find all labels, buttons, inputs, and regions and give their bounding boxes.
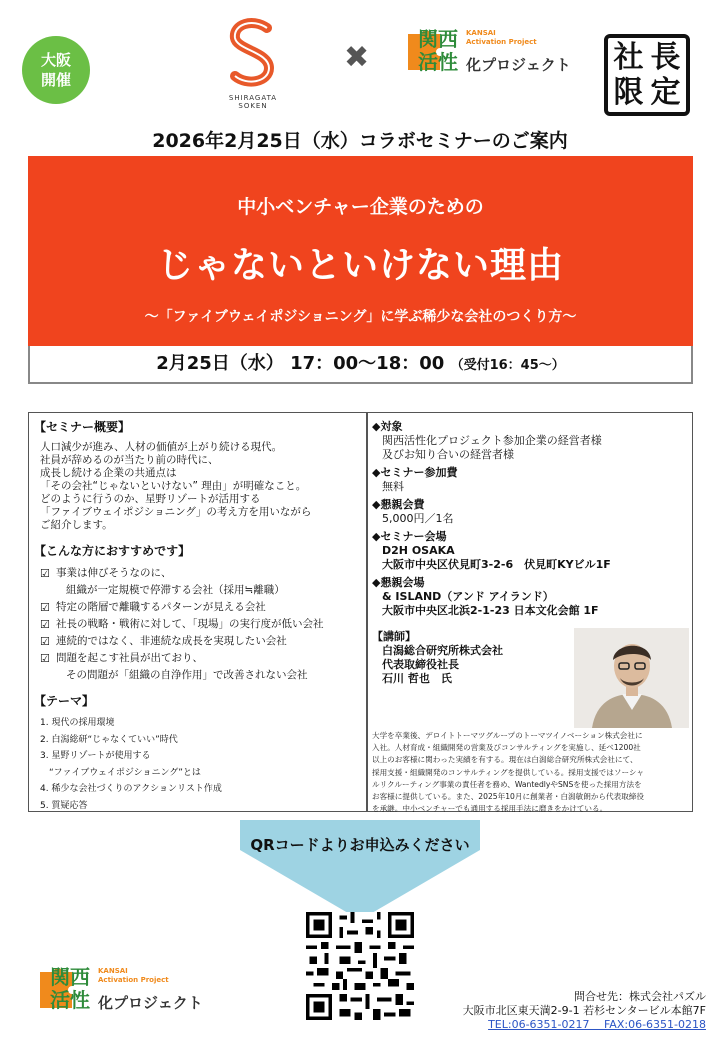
- detail-fee-value: 無料: [382, 480, 404, 493]
- collab-times-mark: ✖: [344, 40, 370, 75]
- hero-subtitle: 中小ベンチャー企業のための: [237, 196, 484, 218]
- detail-target-head: ◆対象: [372, 420, 403, 433]
- recommend-title: 【こんな方におすすめです】: [34, 544, 191, 558]
- recommend-list: [34, 565, 360, 684]
- speaker-portrait-icon: [574, 628, 689, 728]
- list-item: ☑ 特定の階層で離職するパターンが見える会社: [40, 601, 266, 614]
- contact-address: 大阪市北区東天満2-9-1 若杉センタービル本館7F: [462, 1004, 706, 1017]
- kansai-footer-small2: Activation Project: [98, 976, 169, 984]
- left-column: [34, 418, 360, 814]
- checkbox-icon: ☑: [40, 601, 50, 614]
- kansai-activation-logo: [404, 26, 574, 80]
- detail-party-venue-head: ◆懇親会場: [372, 576, 425, 589]
- badge-line2: 開催: [40, 71, 71, 89]
- list-item: その問題が「組織の自浄作用」で改善されない会社: [66, 669, 308, 681]
- speaker-bio: 大学を卒業後、デロイトトーマツグループのトーマツイノベーション株式会社に 入社。人材育成・組織開発の営業及びコンサルティングを実施し、延べ1200社 以上のお客様に関わった実績を有する。現在は白潟総合研究所株式会社にて、 採用支援・組織開発のコンサルティングを提供している。採用支援ではソーシャ ルリクルーティング事業の責任者を務め、WantedlyやSNSを使った採用方法を お客様に提供している。また、2025年10月に創業者・白潟敏朗から代表取締役 を承継。中小ベンチャーでも通用する採用手法に磨きをかけている。: [372, 731, 644, 814]
- column-divider: [366, 412, 368, 812]
- list-item: 組織が一定規模で停滞する会社（採用≒離職）: [66, 584, 285, 596]
- overview-title: 【セミナー概要】: [34, 420, 131, 434]
- kansai-logo-suffix: 化プロジェクト: [466, 56, 571, 74]
- event-datetime: 2月25日（水） 17：00～18：00: [156, 353, 445, 374]
- overview-line: 成長し続ける企業の共通点は: [40, 467, 177, 479]
- detail-party-fee-head: ◆懇親会費: [372, 498, 425, 511]
- kansai-footer-kanji2: 活性: [50, 988, 90, 1012]
- stamp-char-3: 限: [613, 74, 644, 110]
- checkbox-icon: ☑: [40, 652, 50, 665]
- theme-list: [34, 715, 360, 814]
- overview-line: どのように行うのか、星野リゾートが活用する: [40, 493, 261, 505]
- list-item: 4. 稀少な会社づくりのアクションリスト作成: [40, 784, 222, 794]
- contact-info: [463, 990, 706, 1032]
- kansai-logo-kanji2: 活性: [418, 50, 458, 74]
- overview-line: ご紹介します。: [40, 519, 113, 531]
- stamp-char-4: 定: [650, 74, 681, 110]
- list-item: “ファイブウェイポジショニング”とは: [40, 767, 201, 778]
- checkbox-icon: ☑: [40, 618, 50, 631]
- president-only-stamp: [604, 34, 690, 116]
- overview-line: 「ファイブウェイポジショニング」の考え方を用いながら: [40, 506, 312, 518]
- speaker-photo: [574, 628, 689, 728]
- hero-banner: [28, 156, 693, 346]
- shiragata-caption: SHIRAGATA SOKEN: [228, 94, 278, 110]
- kansai-footer-kanji1: 関西: [50, 965, 90, 989]
- detail-fee-head: ◆セミナー参加費: [372, 466, 458, 479]
- speaker-title: 【講師】: [372, 630, 416, 643]
- kansai-logo-kanji1: 関西: [418, 27, 458, 51]
- list-item: 2. 白潟総研“じゃなくていい”時代: [40, 734, 178, 745]
- kansai-footer-suffix: 化プロジェクト: [98, 994, 203, 1012]
- shiragata-s-icon: [223, 18, 283, 88]
- kansai-logo-small: KANSAI: [466, 29, 496, 37]
- hero-tagline: ～「ファイブウェイポジショニング」に学ぶ稀少な会社のつくり方～: [144, 309, 577, 325]
- contact-company: 問合せ先：株式会社パズル: [574, 990, 706, 1003]
- detail-target-value: 関西活性化プロジェクト参加企業の経営者様 及びお知り合いの経営者様: [382, 434, 602, 461]
- list-item: ☑ 問題を起こす社員が出ており、: [40, 652, 203, 665]
- shiragata-soken-logo: [214, 18, 292, 110]
- list-item: 3. 星野リゾートが使用する: [40, 751, 151, 761]
- detail-party-venue-value: & ISLAND（アンド アイランド） 大阪市中央区北浜2-1-23 日本文化会館 1F: [382, 590, 599, 617]
- checkbox-icon: ☑: [40, 635, 50, 648]
- osaka-event-badge: [22, 36, 90, 104]
- event-date-bar: [28, 346, 693, 384]
- list-item: ☑ 社長の戦略・戦術に対して、「現場」の実行度が低い会社: [40, 618, 324, 631]
- stamp-char-1: 社: [613, 39, 644, 75]
- detail-party-fee-value: 5,000円／1名: [382, 512, 454, 525]
- checkbox-icon: ☑: [40, 567, 50, 580]
- detail-venue-value: D2H OSAKA 大阪市中央区伏見町3-2-6 伏見町KYビル1F: [382, 544, 611, 571]
- list-item: 1. 現代の採用環境: [40, 718, 115, 728]
- speaker-role: 代表取締役社長: [382, 658, 459, 671]
- speaker-company: 白潟総合研究所株式会社: [382, 644, 503, 657]
- theme-title: 【テーマ】: [34, 694, 95, 708]
- contact-phone-link[interactable]: TEL:06-6351-0217 FAX:06-6351-0218: [488, 1018, 706, 1031]
- qr-code[interactable]: [306, 912, 414, 1020]
- down-arrow-icon: [240, 850, 480, 920]
- qr-prompt: QRコードよりお申込みください: [250, 836, 470, 854]
- page-heading: 2026年2月25日（水）コラボセミナーのご案内: [152, 130, 568, 152]
- list-item: ☑ 事業は伸びそうなのに、: [40, 567, 172, 580]
- overview-line: 「その会社“じゃないといけない” 理由」が明確なこと。: [40, 480, 307, 492]
- kansai-activation-logo-footer: [36, 964, 204, 1018]
- reception-time: （受付16：45～）: [450, 358, 565, 373]
- kansai-footer-small: KANSAI: [98, 967, 128, 975]
- list-item: 5. 質疑応答: [40, 800, 88, 811]
- detail-venue-head: ◆セミナー会場: [372, 530, 447, 543]
- overview-line: 人口減少が進み、人材の価値が上がり続ける現代。: [40, 441, 283, 453]
- stamp-char-2: 長: [650, 39, 681, 75]
- hero-title: じゃないといけない理由: [156, 245, 564, 286]
- badge-line1: 大阪: [40, 51, 71, 69]
- overview-line: 社員が辞めるのが当たり前の時代に、: [40, 454, 219, 466]
- list-item: ☑ 連続的ではなく、非連続な成長を実現したい会社: [40, 635, 287, 648]
- speaker-name: 石川 哲也 氏: [382, 672, 452, 685]
- kansai-logo-small2: Activation Project: [466, 38, 537, 46]
- overview-text: [34, 441, 360, 532]
